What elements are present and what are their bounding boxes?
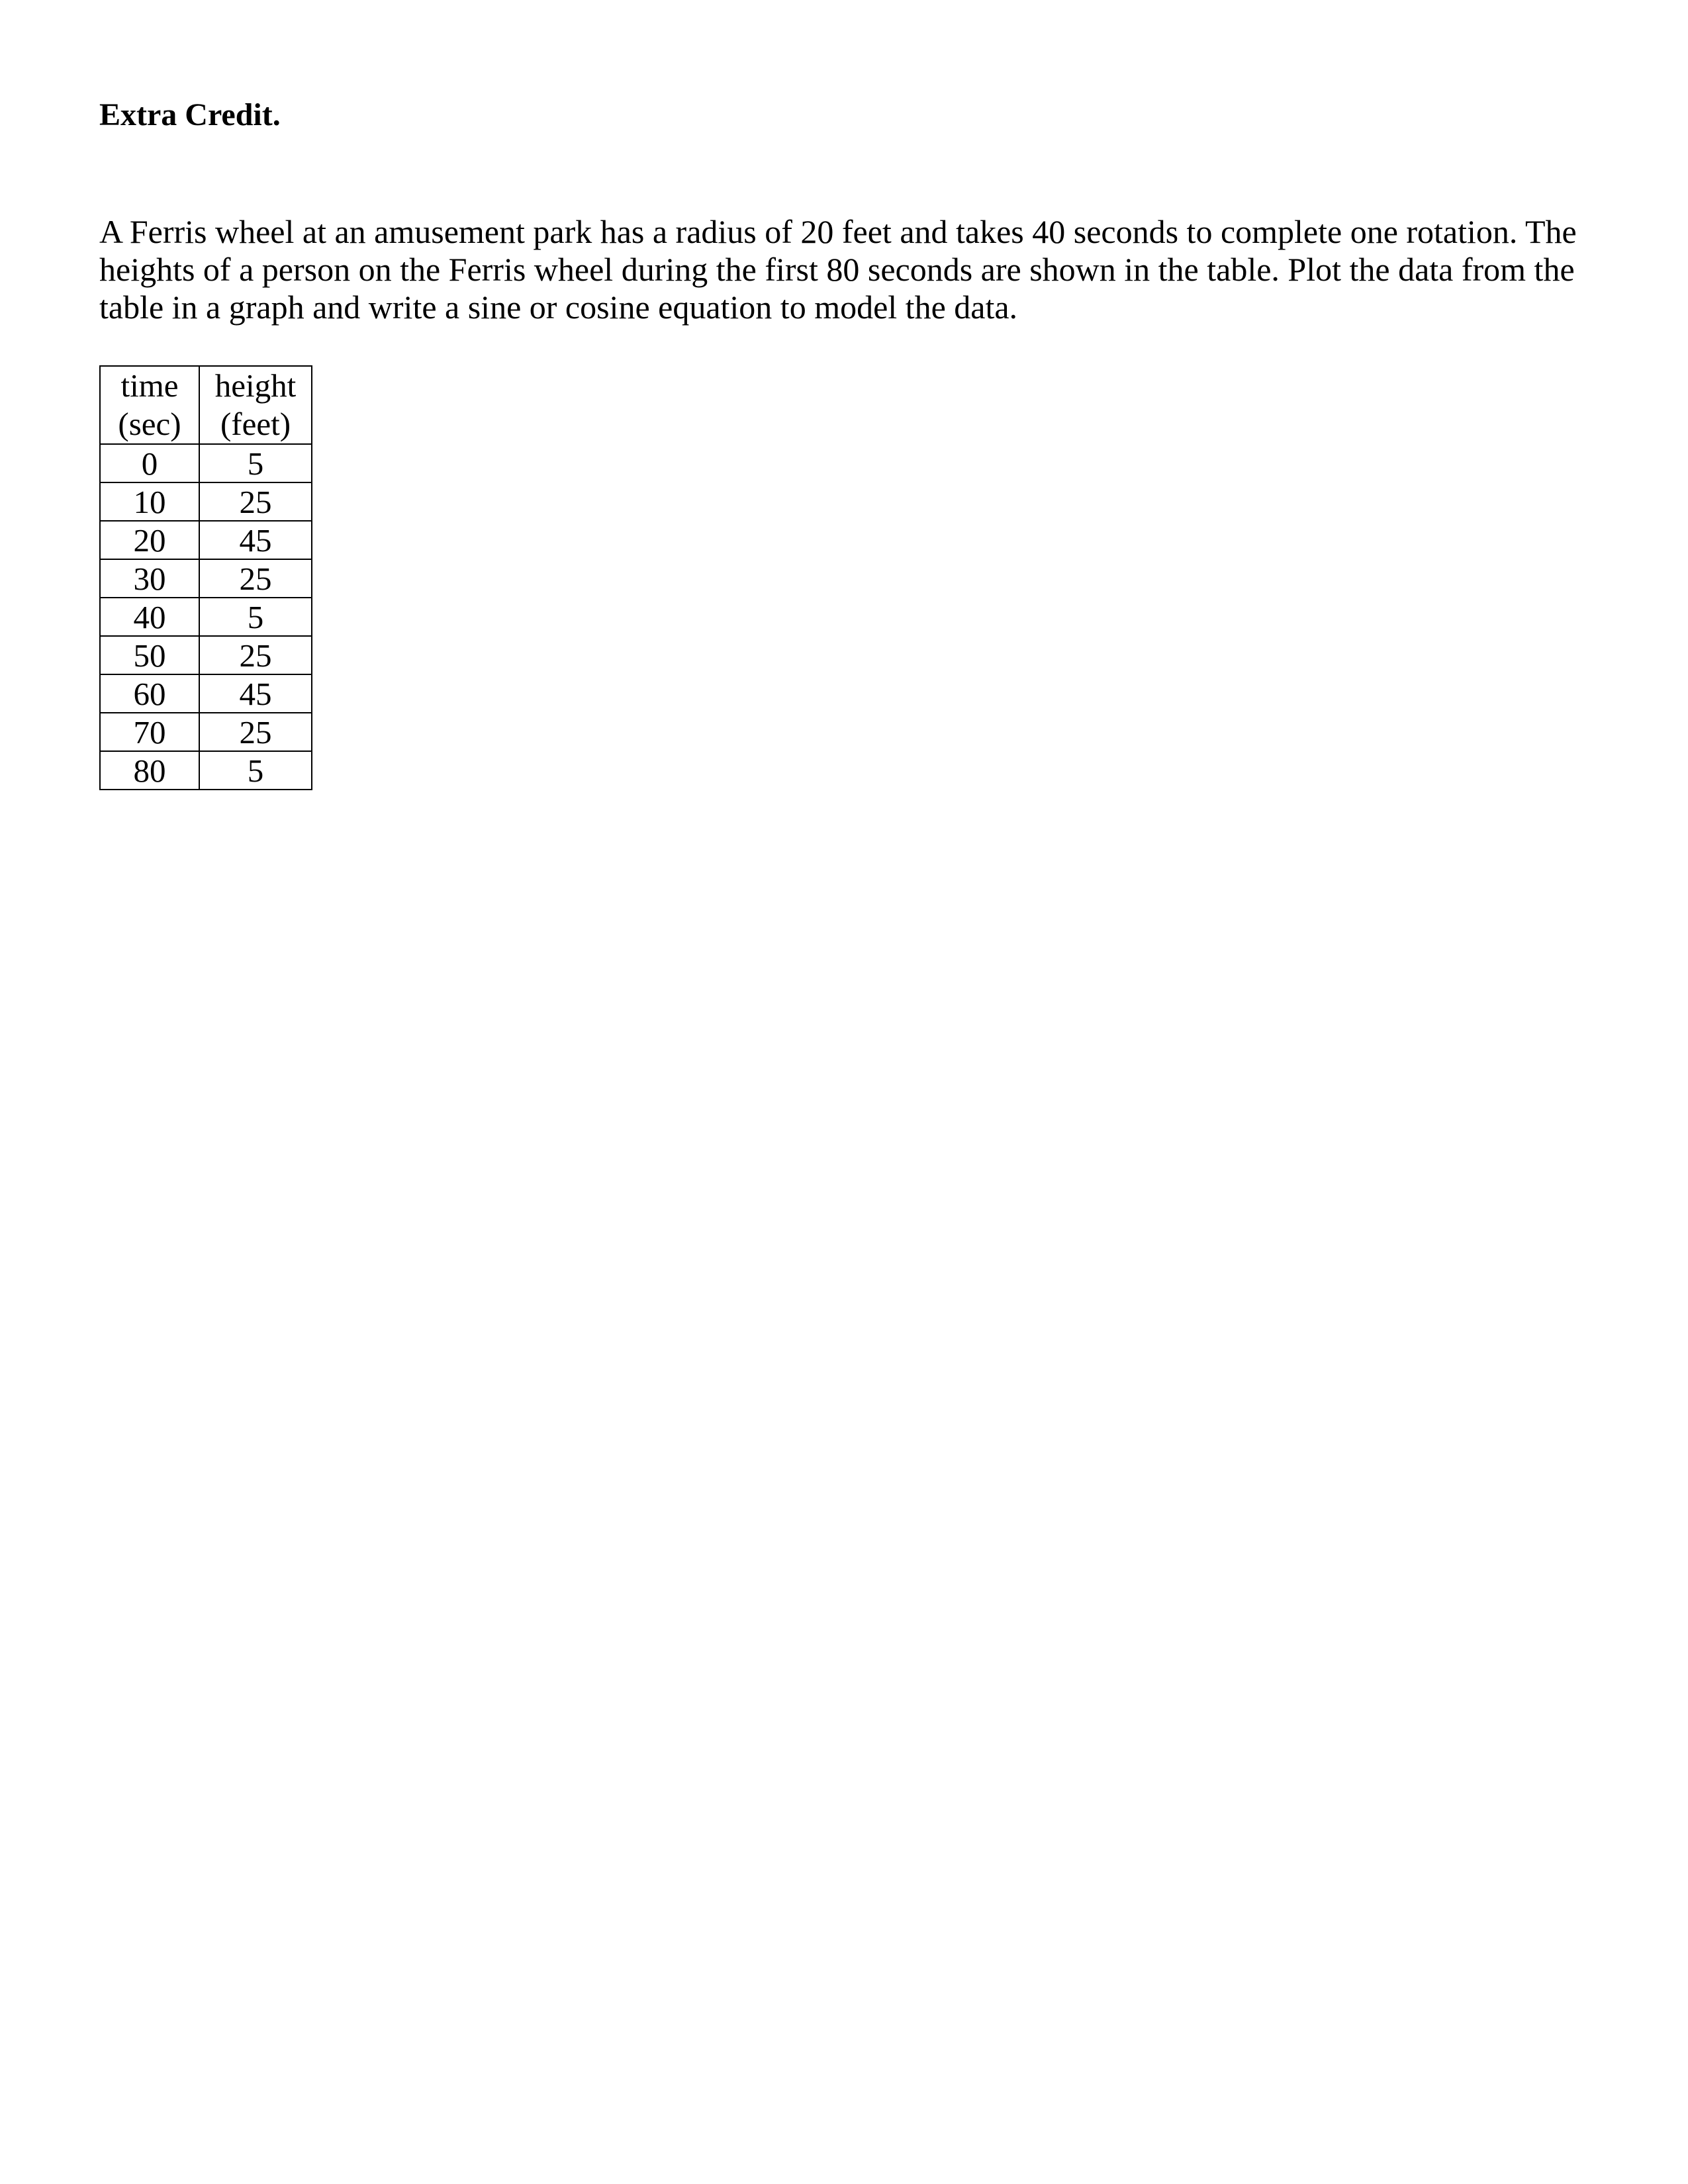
cell-height: 25 xyxy=(199,713,312,751)
table-row xyxy=(100,674,312,713)
cell-height: 25 xyxy=(199,559,312,598)
cell-time: 80 xyxy=(100,751,199,790)
table-row xyxy=(100,521,312,559)
cell-height: 25 xyxy=(199,482,312,521)
cell-time: 10 xyxy=(100,482,199,521)
cell-height: 5 xyxy=(199,598,312,636)
table-row xyxy=(100,598,312,636)
table-row xyxy=(100,713,312,751)
header-height-unit: (feet) xyxy=(220,406,291,442)
header-time-label: time xyxy=(120,367,179,404)
cell-time: 0 xyxy=(100,444,199,482)
problem-statement: A Ferris wheel at an amusement park has a radius of 20 feet and takes 40 seconds to complete one rotation. The heights of a person on the Ferris wheel during the first 80 seconds are shown in the table. Plot the data from the table in a graph and write a sine or cosine equation to model the data. xyxy=(99,213,1577,326)
header-height-label: height xyxy=(214,367,297,404)
cell-time: 20 xyxy=(100,521,199,559)
table-row xyxy=(100,444,312,482)
cell-time: 40 xyxy=(100,598,199,636)
table-header-row xyxy=(100,366,312,444)
page-heading: Extra Credit. xyxy=(99,97,281,132)
cell-time: 60 xyxy=(100,674,199,713)
cell-time: 70 xyxy=(100,713,199,751)
table-row xyxy=(100,482,312,521)
table-row xyxy=(100,559,312,598)
table-row xyxy=(100,636,312,674)
cell-height: 5 xyxy=(199,444,312,482)
cell-time: 30 xyxy=(100,559,199,598)
cell-height: 5 xyxy=(199,751,312,790)
cell-height: 25 xyxy=(199,636,312,674)
cell-time: 50 xyxy=(100,636,199,674)
header-time-unit: (sec) xyxy=(118,406,181,442)
table-row xyxy=(100,751,312,790)
cell-height: 45 xyxy=(199,674,312,713)
cell-height: 45 xyxy=(199,521,312,559)
data-table xyxy=(99,365,312,790)
header-height xyxy=(199,366,312,444)
header-time xyxy=(100,366,199,444)
